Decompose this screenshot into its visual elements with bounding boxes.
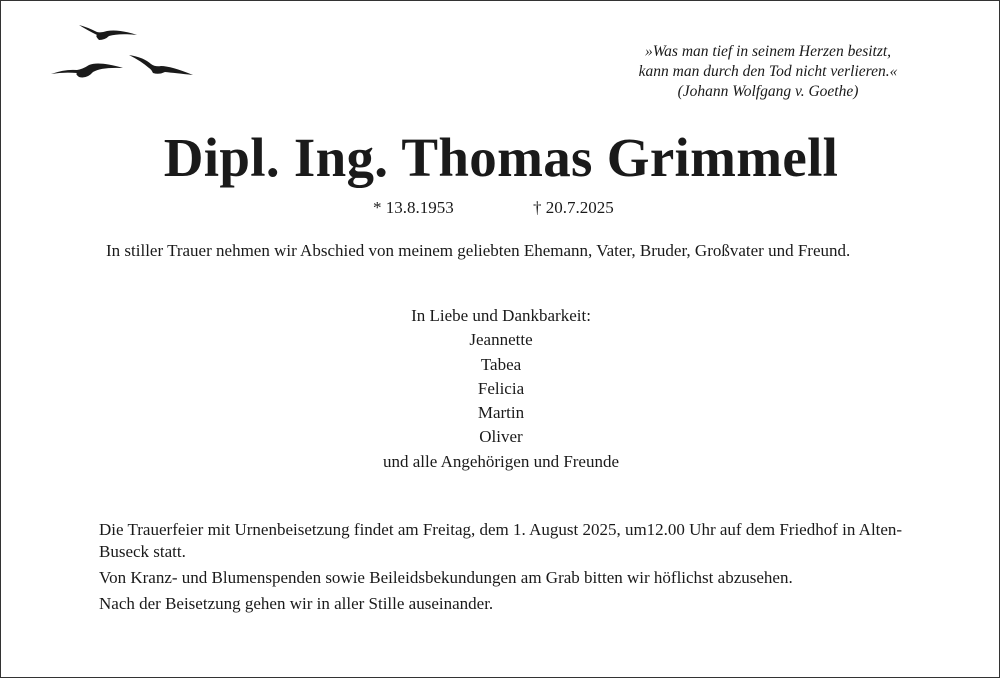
deceased-name: Dipl. Ing. Thomas Grimmell [163, 127, 839, 188]
mourner-name: Martin [477, 403, 525, 423]
mourner-name: Oliver [479, 427, 523, 447]
mourner-name: Jeannette [469, 330, 533, 350]
mourners-list [301, 304, 701, 474]
mourners-closing: und alle Angehörigen und Freunde [382, 451, 620, 471]
quote-line: kann man durch den Tod nicht verlieren.« [638, 63, 898, 80]
service-details [99, 519, 929, 619]
quote-attribution: (Johann Wolfgang v. Goethe) [677, 83, 859, 100]
goethe-quote [593, 42, 943, 102]
service-paragraph: Nach der Beisetzung gehen wir in aller Stille auseinander. [99, 594, 494, 613]
birth-date: * 13.8.1953 [373, 198, 454, 217]
mourner-name: Felicia [477, 378, 525, 398]
mourner-name: Tabea [480, 354, 522, 374]
service-paragraph: Die Trauerfeier mit Urnenbeisetzung findet am Freitag, dem 1. August 2025, um12.00 Uhr auf dem Friedhof in Alten-Buseck statt. [99, 520, 903, 561]
farewell-text: In stiller Trauer nehmen wir Abschied von meinem geliebten Ehemann, Vater, Bruder, Großvater und Freund. [106, 241, 851, 260]
quote-line: »Was man tief in seinem Herzen besitzt, [644, 43, 892, 60]
mourners-heading: In Liebe und Dankbarkeit: [411, 306, 591, 325]
flying-birds-icon [47, 21, 199, 85]
death-date: † 20.7.2025 [533, 198, 614, 217]
service-paragraph: Von Kranz- und Blumenspenden sowie Beileidsbekundungen am Grab bitten wir höflichst abzusehen. [99, 568, 793, 587]
